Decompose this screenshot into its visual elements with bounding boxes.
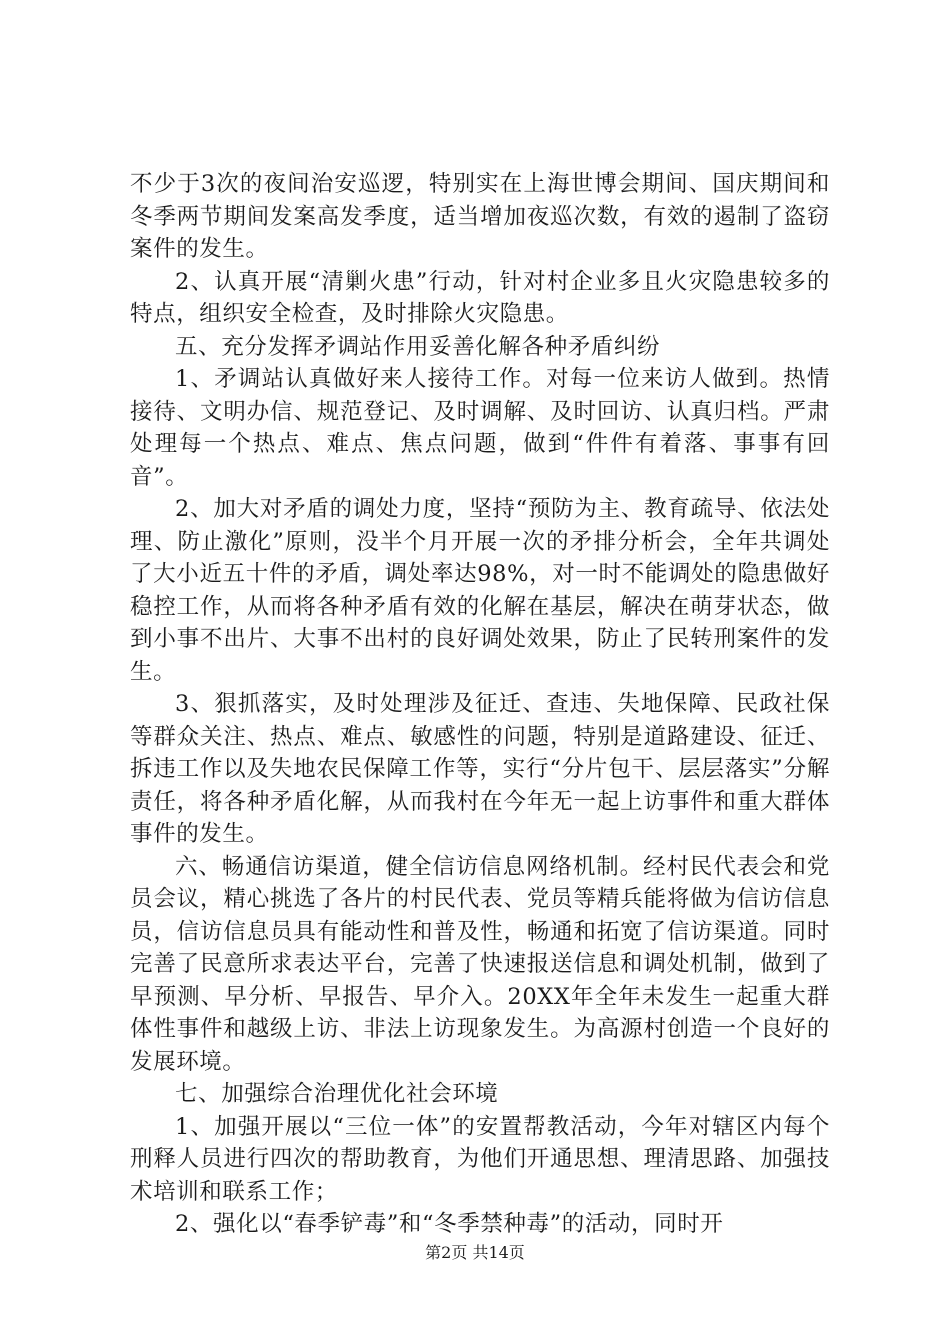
paragraph: 1、矛调站认真做好来人接待工作。对每一位来访人做到。热情接待、文明办信、规范登记、及时调解、及时回访、认真归档。严肃处理每一个热点、难点、焦点问题，做到“件件有着落、事事有回音”。 bbox=[130, 366, 830, 490]
paragraph: 1、加强开展以“三位一体”的安置帮教活动，今年对辖区内每个刑释人员进行四次的帮助教育，为他们开通思想、理清思路、加强技术培训和联系工作； bbox=[130, 1113, 830, 1205]
page-footer: 第2页 共14页 bbox=[425, 1243, 525, 1262]
paragraph: 六、畅通信访渠道，健全信访信息网络机制。经村民代表会和党员会议，精心挑选了各片的村民代表、党员等精兵能将做为信访信息员，信访信息员具有能动性和普及性，畅通和拓宽了信访渠道。同时完善了民意所求表达平台，完善了快速报送信息和调处机制，做到了早预测、早分析、早报告、早介入。20XX年全年未发生一起重大群体性事件和越级上访、非法上访现象发生。为高源村创造一个良好的发展环境。 bbox=[130, 853, 830, 1075]
paragraph: 2、加大对矛盾的调处力度，坚持“预防为主、教育疏导、依法处理、防止激化”原则，没半个月开展一次的矛排分析会，全年共调处了大小近五十件的矛盾，调处率达98%，对一时不能调处的隐患做好稳控工作，从而将各种矛盾有效的化解在基层，解决在萌芽状态，做到小事不出片、大事不出村的良好调处效果，防止了民转刑案件的发生。 bbox=[130, 496, 830, 685]
section-heading: 五、充分发挥矛调站作用妥善化解各种矛盾纠纷 bbox=[175, 333, 661, 360]
section-heading: 七、加强综合治理优化社会环境 bbox=[175, 1081, 499, 1107]
paragraph: 3、狠抓落实，及时处理涉及征迁、查违、失地保障、民政社保等群众关注、热点、难点、敏感性的问题，特别是道路建设、征迁、拆违工作以及失地农民保障工作等，实行“分片包干、层层落实”分解责任，将各种矛盾化解，从而我村在今年无一起上访事件和重大群体事件的发生。 bbox=[130, 691, 830, 847]
paragraph: 2、认真开展“清剿火患”行动，针对村企业多且火灾隐患较多的特点，组织安全检查，及时排除火灾隐患。 bbox=[130, 268, 830, 327]
paragraph-continuation: 不少于3次的夜间治安巡逻，特别实在上海世博会期间、国庆期间和冬季两节期间发案高发季度，适当增加夜巡次数，有效的遏制了盗窃案件的发生。 bbox=[130, 171, 830, 262]
document-body bbox=[130, 168, 830, 1241]
paragraph: 2、强化以“春季铲毒”和“冬季禁种毒”的活动，同时开 bbox=[175, 1211, 724, 1237]
